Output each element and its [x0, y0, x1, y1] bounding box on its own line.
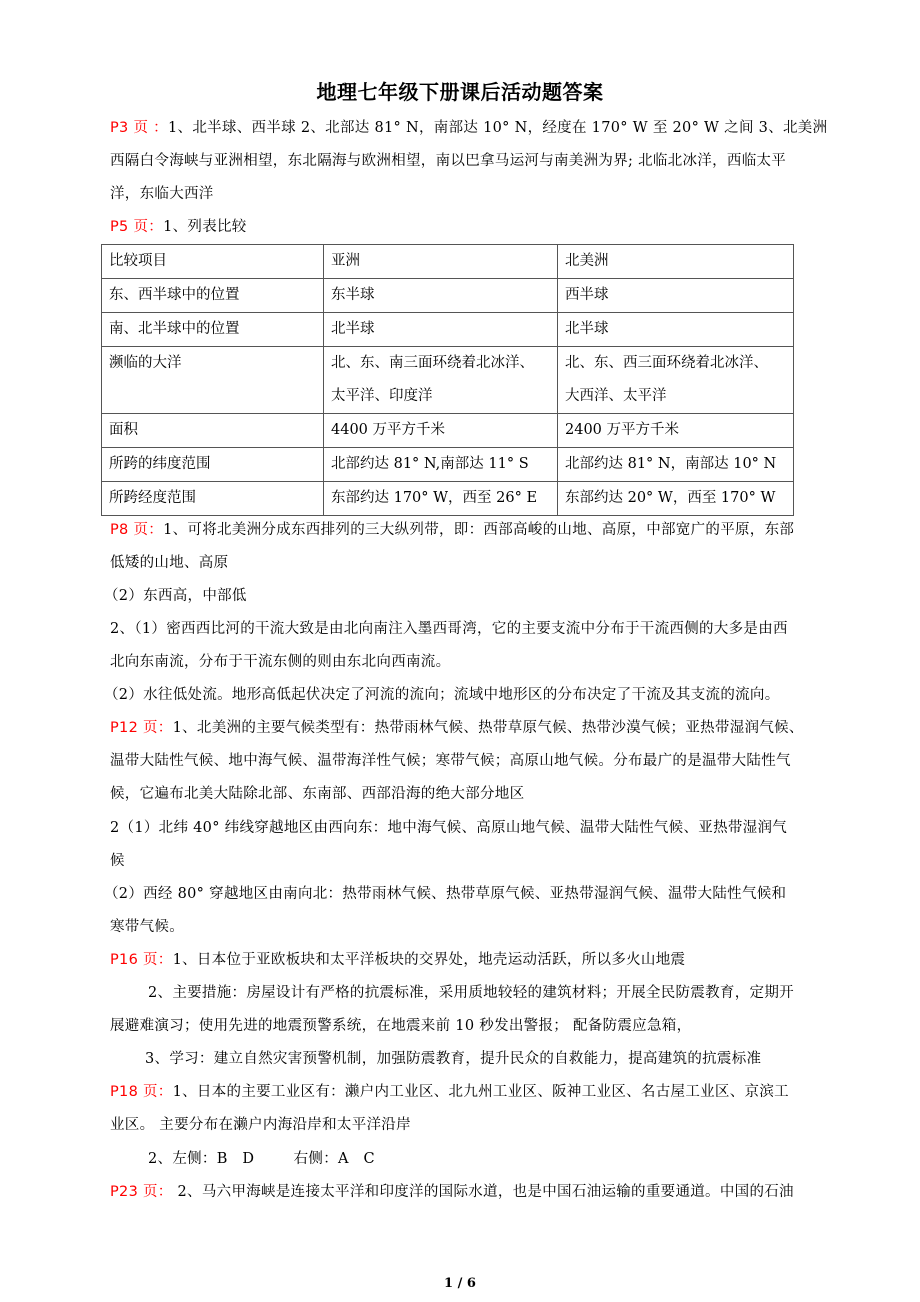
table-header-cell: 北美洲: [558, 245, 794, 279]
p23-text-1: 2、马六甲海峡是连接太平洋和印度洋的国际水道，也是中国石油运输的重要通道。中国的石油: [172, 1184, 794, 1200]
p18-line-3: 2、左侧：B D 右侧：A C: [148, 1151, 375, 1167]
p8-line-2: 低矮的山地、高原: [110, 555, 229, 571]
p12-label: P12 页：: [110, 720, 173, 736]
p18-text-1: 1、日本的主要工业区有：濑户内工业区、北九州工业区、阪神工业区、名古屋工业区、京滨工: [172, 1084, 789, 1100]
p23-label: P23 页：: [110, 1184, 173, 1200]
p3-label: P3 页 ：: [110, 120, 168, 136]
table-cell: 北部约达 81° N，南部达 10° N: [558, 448, 794, 482]
cell-line: 太平洋、印度洋: [331, 388, 433, 404]
p8-line-1: [110, 520, 860, 540]
p5-intro: 1、列表比较: [163, 219, 247, 235]
p16-label: P16 页：: [110, 952, 173, 968]
table-cell: 2400 万平方千米: [558, 414, 794, 448]
table-cell: 南、北半球中的位置: [102, 313, 324, 347]
comparison-table: [101, 244, 794, 516]
p3-line-2: 西隔白令海峡与亚洲相望，东北隔海与欧洲相望，南以巴拿马运河与南美洲为界; 北临北冰洋，西临太平: [110, 153, 787, 169]
page-indicator: 1 / 6: [444, 1276, 476, 1291]
p16-line-4: 3、学习：建立自然灾害预警机制，加强防震教育，提升民众的自救能力，提高建筑的抗震标准: [145, 1051, 762, 1067]
table-header-row: [102, 245, 794, 279]
table-row: [102, 414, 794, 448]
table-cell: [324, 347, 558, 414]
table-cell: 所跨的纬度范围: [102, 448, 324, 482]
table-row: [102, 448, 794, 482]
p8-label: P8 页：: [110, 522, 164, 538]
p18-label: P18 页：: [110, 1084, 173, 1100]
p5-label: P5 页：: [110, 219, 164, 235]
table-row: [102, 482, 794, 516]
p8-line-6: （2）水往低处流。地形高低起伏决定了河流的流向；流域中地形区的分布决定了干流及其支流的流向。: [104, 687, 780, 703]
table-cell: 西半球: [558, 279, 794, 313]
table-cell: 东、西半球中的位置: [102, 279, 324, 313]
p12-line-3: 候，它遍布北美大陆除北部、东南部、西部沿海的绝大部分地区: [110, 786, 525, 802]
p3-line-3: 洋，东临大西洋: [110, 186, 214, 202]
table-cell: 东部约达 20° W，西至 170° W: [558, 482, 794, 516]
p23-line-1: [110, 1182, 860, 1202]
p12-line-4: 2（1）北纬 40° 纬线穿越地区由西向东：地中海气候、高原山地气候、温带大陆性气候、亚热带湿润气: [110, 820, 788, 836]
table-cell: [558, 347, 794, 414]
p8-line-4: 2、（1）密西西比河的干流大致是由北向南注入墨西哥湾，它的主要支流中分布于干流西侧的大多是由西: [110, 621, 788, 637]
cell-line: 北、东、南三面环绕着北冰洋、: [331, 355, 534, 371]
cell-line: 北、东、西三面环绕着北冰洋、: [565, 355, 768, 371]
p18-line-2: 业区。 主要分布在濑户内海沿岸和太平洋沿岸: [110, 1117, 411, 1133]
p12-line-1: [110, 718, 860, 738]
p12-line-2: 温带大陆性气候、地中海气候、温带海洋性气候；寒带气候；高原山地气候。分布最广的是温带大陆性气: [110, 753, 791, 769]
p16-line-3: 展避难演习；使用先进的地震预警系统，在地震来前 10 秒发出警报； 配备防震应急箱，: [110, 1018, 692, 1034]
p3-line-1: [110, 118, 860, 138]
table-row: [102, 279, 794, 313]
table-cell: 所跨经度范围: [102, 482, 324, 516]
table-row: [102, 347, 794, 414]
table-header-cell: 比较项目: [102, 245, 324, 279]
table-cell: 4400 万平方千米: [324, 414, 558, 448]
p16-line-2: 2、主要措施：房屋设计有严格的抗震标准，采用质地较轻的建筑材料；开展全民防震教育，定期开: [148, 985, 794, 1001]
p12-line-7: 寒带气候。: [110, 919, 184, 935]
p18-line-1: [110, 1082, 860, 1102]
table-cell: 北部约达 81° N,南部达 11° S: [324, 448, 558, 482]
p5-line-1: [110, 217, 860, 237]
document-title: 地理七年级下册课后活动题答案: [316, 80, 604, 104]
table-cell: 北半球: [558, 313, 794, 347]
p16-text-1: 1、日本位于亚欧板块和太平洋板块的交界处，地壳运动活跃，所以多火山地震: [172, 952, 686, 968]
table-cell: 东半球: [324, 279, 558, 313]
table-cell: 濒临的大洋: [102, 347, 324, 414]
p8-line-5: 北向东南流，分布于干流东侧的则由东北向西南流。: [110, 654, 451, 670]
table-cell: 北半球: [324, 313, 558, 347]
p12-line-6: （2）西经 80° 穿越地区由南向北：热带雨林气候、热带草原气候、亚热带湿润气候、温带大陆性气候和: [104, 886, 787, 902]
p8-line-3: （2）东西高，中部低: [104, 588, 247, 604]
table-cell: 东部约达 170° W，西至 26° E: [324, 482, 558, 516]
table-cell: 面积: [102, 414, 324, 448]
cell-line: 大西洋、太平洋: [565, 388, 667, 404]
p12-line-5: 候: [110, 853, 125, 869]
table-row: [102, 313, 794, 347]
table-header-cell: 亚洲: [324, 245, 558, 279]
p3-text-1: 1、北半球、西半球 2、北部达 81° N，南部达 10° N，经度在 170° W 至 20° W 之间 3、北美洲: [168, 120, 828, 136]
p8-text-1: 1、可将北美洲分成东西排列的三大纵列带，即：西部高峻的山地、高原，中部宽广的平原，东部: [163, 522, 795, 538]
p12-text-1: 1、北美洲的主要气候类型有：热带雨林气候、热带草原气候、热带沙漠气候；亚热带湿润气候、: [172, 720, 804, 736]
p16-line-1: [110, 950, 860, 970]
